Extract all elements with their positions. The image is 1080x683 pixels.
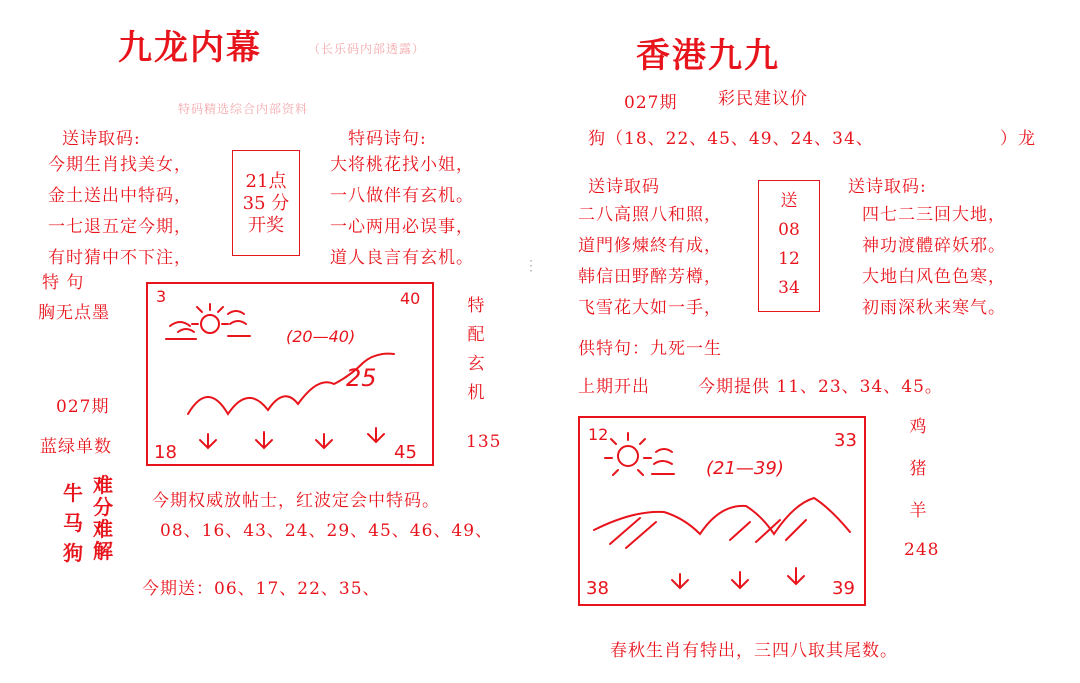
- sketch-number: 25: [346, 364, 377, 392]
- left-poem-block: [48, 150, 192, 274]
- left-special-line: 一八做伴有玄机。: [330, 186, 474, 206]
- zodiac-char: 鸡: [909, 417, 927, 437]
- sketch-number: 39: [832, 578, 855, 599]
- animal-char: 牛: [63, 481, 83, 505]
- right-poem-line: 大地白风色色寒，: [862, 267, 1006, 287]
- hard-char: 解: [93, 539, 113, 563]
- right-poem-line: 韩信田野醉芳樽，: [578, 267, 722, 287]
- sketch-range: (20—40): [286, 327, 356, 346]
- left-right-number: 135: [466, 432, 502, 452]
- left-special-header: 特码诗句:: [348, 129, 427, 149]
- right-poem-block-2: [862, 200, 1006, 324]
- sketch-number: 38: [586, 578, 609, 599]
- zodiac-vertical: [904, 406, 932, 532]
- send-box-label: 送: [780, 191, 798, 211]
- right-poem-line: 神功渡體碎妖邪。: [862, 236, 1006, 256]
- left-special-block: [330, 150, 474, 274]
- send-line: 今期送：06、17、22、35、: [142, 579, 381, 599]
- send-box-number: 34: [778, 278, 800, 298]
- left-poem-line: 一七退五定今期，: [48, 217, 192, 237]
- grass-icon: [788, 568, 804, 584]
- sketch-number: 33: [834, 430, 857, 451]
- provide-line: 今期提供 11、23、34、45。: [698, 377, 943, 397]
- authority-numbers: 08、16、43、24、29、45、46、49、: [160, 521, 494, 541]
- right-poem-header-1: 送诗取码: [588, 177, 660, 197]
- zodiac-char: 羊: [909, 501, 927, 521]
- animal-column: [60, 478, 86, 568]
- right-title: 香港九九: [636, 36, 780, 76]
- divider-dots: ⋮: [524, 258, 538, 274]
- hard-char: 难: [93, 473, 113, 497]
- right-poem-block-1: [578, 200, 722, 324]
- sun-icon: [201, 315, 219, 333]
- right-poem-line: 道門修煉終有成，: [578, 236, 722, 256]
- left-faint-subtitle: （长乐码内部透露）: [308, 42, 426, 56]
- left-poem-header: 送诗取码:: [62, 129, 141, 149]
- draw-time-box: [232, 150, 300, 256]
- te-ju-label: 特 句: [42, 273, 85, 293]
- vertical-char: 玄: [467, 354, 485, 374]
- sun-icon: [618, 446, 638, 466]
- grass-icon: [200, 434, 216, 448]
- zodiac-char: 猪: [909, 459, 927, 479]
- right-footer: 春秋生肖有特出，三四八取其尾数。: [610, 641, 898, 661]
- left-poem-line: 金土送出中特码，: [48, 186, 192, 206]
- draw-time-label: 开奖: [248, 215, 284, 236]
- color-tip: 蓝绿单数: [40, 437, 112, 457]
- dog-line-end: ）龙: [1000, 129, 1036, 149]
- sketch-range: (21—39): [706, 458, 784, 479]
- right-poem-line: 四七二三回大地，: [862, 205, 1006, 225]
- grass-icon: [316, 434, 332, 448]
- left-sketch-drawing: [148, 284, 432, 464]
- right-poem-header-2: 送诗取码:: [848, 177, 927, 197]
- hard-char: 分: [93, 495, 113, 519]
- te-ju-value: 胸无点墨: [38, 303, 110, 323]
- send-box: [758, 180, 820, 312]
- animal-char: 狗: [63, 541, 83, 565]
- left-title: 九龙内幕: [118, 28, 262, 68]
- dog-line: 狗（18、22、45、49、24、34、: [588, 129, 874, 149]
- left-poem-line: 有时猜中不下注，: [48, 248, 192, 268]
- sketch-number: 40: [400, 289, 421, 308]
- suggest-price: 彩民建议价: [718, 89, 808, 109]
- left-special-line: 一心两用必误事，: [330, 217, 474, 237]
- left-special-line: 道人良言有玄机。: [330, 248, 474, 268]
- sketch-number: 45: [394, 442, 417, 463]
- left-poem-line: 今期生肖找美女，: [48, 155, 192, 175]
- left-issue: 027期: [56, 397, 110, 417]
- authority-line: 今期权威放帖士，红波定会中特码。: [152, 491, 440, 511]
- grass-icon: [368, 428, 384, 442]
- hard-column: [90, 474, 116, 562]
- left-faint-line: 特码精选综合内部资料: [178, 102, 309, 116]
- grass-icon: [256, 432, 272, 448]
- vertical-char: 机: [467, 383, 485, 403]
- send-box-number: 12: [778, 249, 800, 269]
- vertical-char: 配: [467, 325, 485, 345]
- left-right-vertical: [462, 292, 490, 408]
- vertical-char: 特: [467, 296, 485, 316]
- draw-time-hour: 21点: [245, 171, 287, 192]
- right-issue: 027期: [624, 93, 678, 113]
- grass-icon: [672, 574, 688, 588]
- animal-char: 马: [63, 511, 83, 535]
- cloud-icon: [652, 449, 674, 474]
- right-poem-line: 初雨深秋来寒气。: [862, 298, 1006, 318]
- gong-te-ju: 供特句：九死一生: [578, 339, 722, 359]
- right-sketch-drawing: [580, 418, 864, 604]
- right-poem-line: 飞雪花大如一手，: [578, 298, 722, 318]
- last-open-label: 上期开出: [578, 377, 650, 397]
- wind-icon: [228, 311, 250, 336]
- grass-icon: [732, 572, 748, 588]
- hard-char: 难: [93, 517, 113, 541]
- right-sketch-box: [578, 416, 866, 606]
- mountain-icon: [594, 498, 850, 534]
- sketch-number: 3: [156, 287, 167, 306]
- left-sketch-box: [146, 282, 434, 466]
- sketch-number: 12: [588, 425, 609, 444]
- send-box-number: 08: [778, 220, 800, 240]
- zodiac-number: 248: [904, 540, 940, 560]
- sketch-number: 18: [154, 442, 177, 463]
- left-special-line: 大将桃花找小姐，: [330, 155, 474, 175]
- right-poem-line: 二八高照八和照，: [578, 205, 722, 225]
- draw-time-minute: 35 分: [242, 193, 290, 214]
